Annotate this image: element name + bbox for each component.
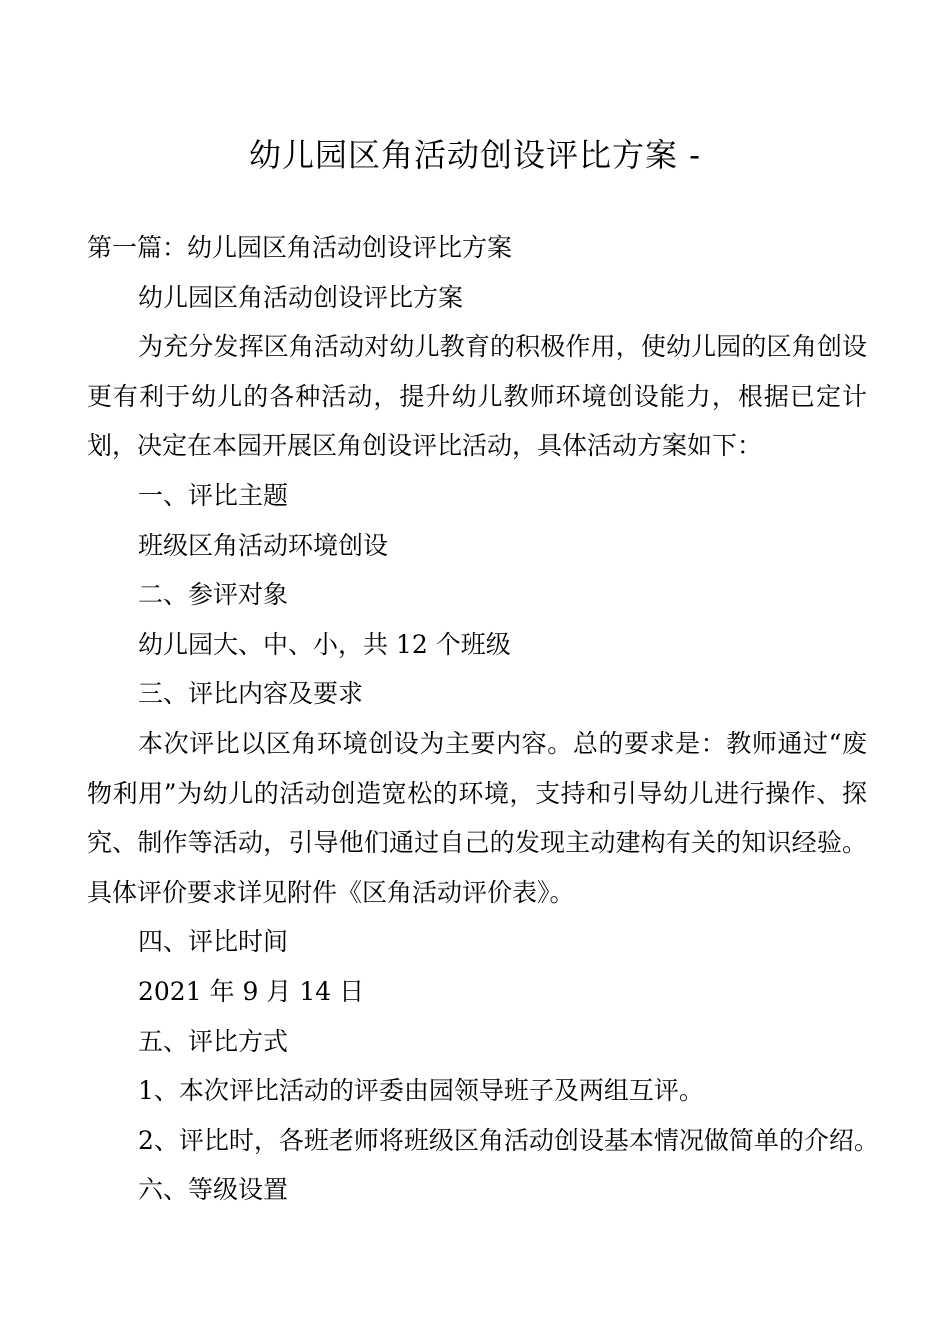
chapter-heading: 第一篇：幼儿园区角活动创设评比方案 — [87, 233, 513, 262]
section-5-item-2: 2、评比时，各班老师将班级区角活动创设基本情况做简单的介绍。 — [138, 1125, 879, 1155]
section-5-item-1: 1、本次评比活动的评委由园领导班子及两组互评。 — [138, 1076, 704, 1106]
section-6-heading: 六、等级设置 — [138, 1175, 289, 1205]
section-1-body: 班级区角活动环境创设 — [138, 530, 389, 560]
section-1-heading: 一、评比主题 — [138, 480, 289, 510]
document-title: 幼儿园区角活动创设评比方案 - — [249, 136, 701, 174]
section-3-body: 本次评比以区角环境创设为主要内容。总的要求是：教师通过“废物利用”为幼儿的活动创造宽松的环境，支持和引导幼儿进行操作、探究、制作等活动，引导他们通过自己的发现主动建构有关的知识经验。具体评价要求详见附件《区角活动评价表》。 — [87, 728, 867, 907]
intro-paragraph: 为充分发挥区角活动对幼儿教育的积极作用，使幼儿园的区角创设更有利于幼儿的各种活动，提升幼儿教师环境创设能力，根据已定计划，决定在本园开展区角创设评比活动，具体活动方案如下： — [87, 332, 867, 461]
document-body — [87, 223, 879, 1215]
section-4-body: 2021 年 9 月 14 日 — [138, 976, 365, 1006]
section-3-heading: 三、评比内容及要求 — [138, 679, 364, 709]
section-5-heading: 五、评比方式 — [138, 1026, 289, 1056]
document-subtitle: 幼儿园区角活动创设评比方案 — [138, 282, 464, 312]
section-2-body: 幼儿园大、中、小，共 12 个班级 — [138, 629, 511, 659]
section-4-heading: 四、评比时间 — [138, 927, 289, 957]
section-2-heading: 二、参评对象 — [138, 580, 289, 610]
